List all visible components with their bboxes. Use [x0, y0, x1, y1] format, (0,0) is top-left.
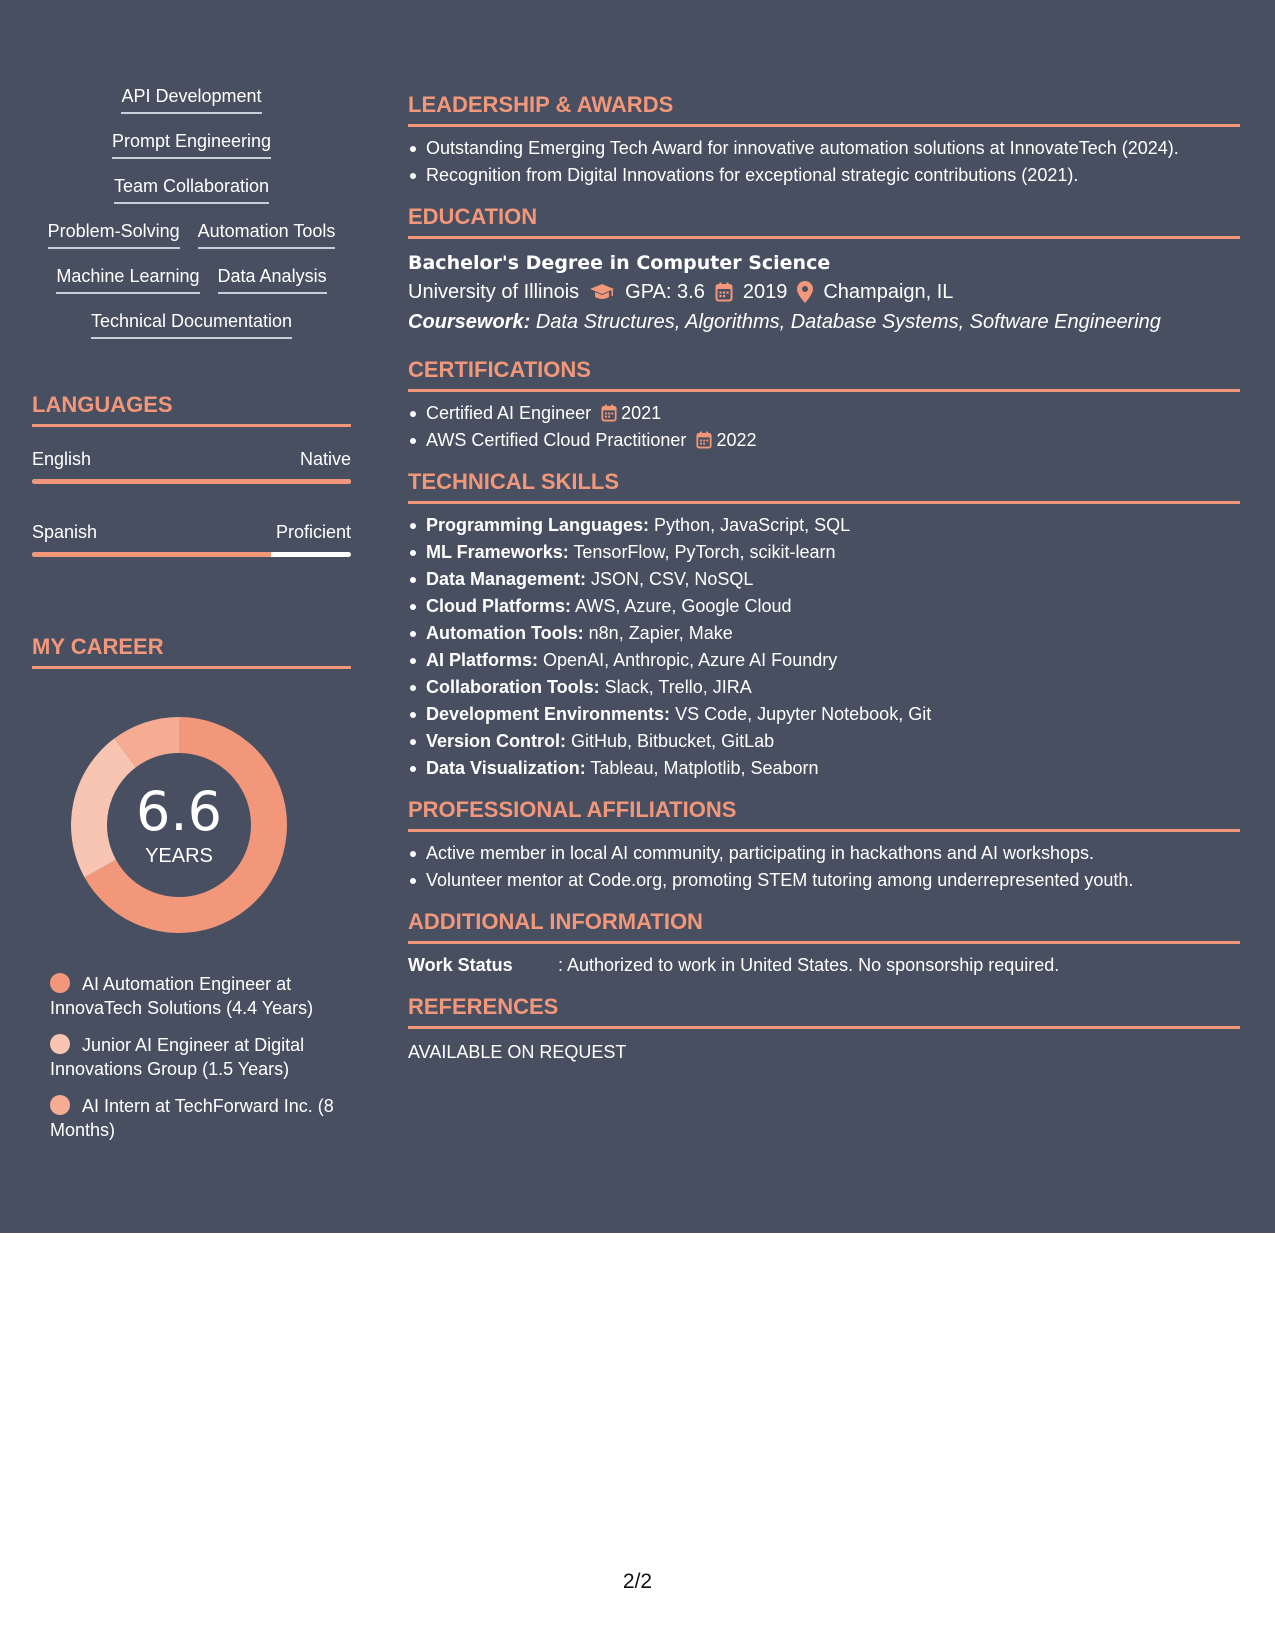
career-item: [50, 972, 340, 1020]
language-bar-fill: [32, 479, 351, 484]
languages-title: LANGUAGES: [32, 392, 351, 427]
leadership-section: [408, 92, 1240, 189]
career-item: [50, 1094, 340, 1142]
skill-label: AI Platforms:: [426, 650, 539, 670]
list-item: [408, 512, 1240, 539]
location-pin-icon: [797, 281, 813, 303]
leadership-title: LEADERSHIP & AWARDS: [408, 92, 1240, 127]
cert-name: Certified AI Engineer: [426, 403, 592, 423]
skill-label: Programming Languages:: [426, 515, 650, 535]
list-item: [408, 755, 1240, 782]
calendar-icon: [696, 431, 712, 449]
references-section: [408, 994, 1240, 1065]
technical-skills-title: TECHNICAL SKILLS: [408, 469, 1240, 504]
language-bar: [32, 479, 351, 484]
certifications-section: [408, 357, 1240, 454]
skill-tag: Prompt Engineering: [112, 129, 271, 159]
education-gpa: GPA: 3.6: [625, 281, 705, 303]
skill-row: [32, 84, 351, 129]
certifications-list: [408, 400, 1240, 454]
cert-year: 2022: [716, 430, 757, 450]
skill-value: VS Code, Jupyter Notebook, Git: [675, 704, 932, 724]
legend-dot-icon: [50, 973, 70, 993]
additional-info-section: [408, 909, 1240, 978]
skill-value: AWS, Azure, Google Cloud: [575, 596, 792, 616]
career-title: MY CAREER: [32, 634, 351, 669]
career-total-years: 6.6: [136, 780, 222, 843]
skill-label: Development Environments:: [426, 704, 671, 724]
career-section: [32, 634, 351, 1140]
skills-tags: [32, 84, 351, 354]
list-item: Volunteer mentor at Code.org, promoting STEM tutoring among underrepresented youth.: [408, 867, 1240, 894]
skill-label: ML Frameworks:: [426, 542, 569, 562]
sidebar: [32, 0, 351, 1233]
list-item: [408, 620, 1240, 647]
references-text: AVAILABLE ON REQUEST: [408, 1042, 627, 1062]
affiliations-list: [408, 840, 1240, 894]
calendar-icon: [715, 282, 733, 302]
language-level: Proficient: [275, 522, 351, 542]
education-year: 2019: [742, 281, 788, 303]
language-name: English: [32, 449, 92, 469]
skill-tag: Team Collaboration: [114, 174, 269, 204]
skill-label: Data Visualization:: [426, 758, 586, 778]
skill-value: OpenAI, Anthropic, Azure AI Foundry: [543, 650, 838, 670]
skill-value: TensorFlow, PyTorch, scikit-learn: [573, 542, 836, 562]
technical-skills-list: [408, 512, 1240, 782]
list-item: [408, 647, 1240, 674]
career-item: [50, 1033, 340, 1081]
skill-label: Cloud Platforms:: [426, 596, 572, 616]
skill-row: [32, 264, 351, 309]
list-item: [408, 674, 1240, 701]
skill-tag: Machine Learning: [56, 264, 199, 294]
skill-row: [32, 174, 351, 219]
calendar-icon: [601, 404, 617, 422]
career-legend: [50, 972, 340, 1155]
education-location: Champaign, IL: [823, 281, 954, 303]
career-item-text: AI Automation Engineer at InnovaTech Solutions (4.4 Years): [50, 974, 314, 1018]
skill-value: GitHub, Bitbucket, GitLab: [571, 731, 775, 751]
skill-tag: Automation Tools: [198, 219, 336, 249]
language-level: Native: [299, 449, 351, 469]
certifications-title: CERTIFICATIONS: [408, 357, 1240, 392]
skill-label: Data Management:: [426, 569, 587, 589]
graduation-cap-icon: [589, 282, 615, 302]
legend-dot-icon: [50, 1095, 70, 1115]
cert-name: AWS Certified Cloud Practitioner: [426, 430, 687, 450]
skill-value: Tableau, Matplotlib, Seaborn: [590, 758, 819, 778]
skill-tag: Data Analysis: [218, 264, 327, 294]
main-content: [408, 0, 1240, 1065]
work-status-value: : Authorized to work in United States. No sponsorship required.: [558, 955, 1060, 975]
list-item: Active member in local AI community, participating in hackathons and AI workshops.: [408, 840, 1240, 867]
skill-label: Version Control:: [426, 731, 567, 751]
skill-value: Slack, Trello, JIRA: [604, 677, 752, 697]
work-status-row: [408, 952, 1240, 978]
education-title: EDUCATION: [408, 204, 1240, 239]
education-school: University of Illinois: [408, 281, 580, 303]
list-item: [408, 728, 1240, 755]
career-donut-chart: [66, 712, 292, 938]
skill-row: [32, 219, 351, 264]
education-section: [408, 204, 1240, 337]
skill-tag: API Development: [121, 84, 261, 114]
list-item: [408, 400, 1240, 427]
list-item: [408, 593, 1240, 620]
language-bar: [32, 552, 351, 557]
page-number: 2/2: [622, 1570, 653, 1593]
language-bar-fill: [32, 552, 271, 557]
list-item: Recognition from Digital Innovations for exceptional strategic contributions (2021).: [408, 162, 1240, 189]
education-meta: [408, 277, 1240, 307]
list-item: Outstanding Emerging Tech Award for innovative automation solutions at InnovateTech (2024).: [408, 135, 1240, 162]
skill-label: Automation Tools:: [426, 623, 584, 643]
leadership-list: [408, 135, 1240, 189]
career-years-unit: YEARS: [145, 845, 213, 867]
skill-tag: Problem-Solving: [48, 219, 180, 249]
list-item: [408, 701, 1240, 728]
education-coursework: [408, 307, 1240, 337]
skill-value: Python, JavaScript, SQL: [654, 515, 851, 535]
references-title: REFERENCES: [408, 994, 1240, 1029]
skill-row: [32, 129, 351, 174]
skill-value: JSON, CSV, NoSQL: [591, 569, 754, 589]
education-degree: Bachelor's Degree in Computer Science: [408, 252, 831, 274]
cert-year: 2021: [621, 403, 662, 423]
skill-row: [32, 309, 351, 354]
coursework-label: Coursework:: [408, 311, 531, 333]
technical-skills-section: [408, 469, 1240, 782]
skill-label: Collaboration Tools:: [426, 677, 600, 697]
list-item: [408, 427, 1240, 454]
skill-tag: Technical Documentation: [91, 309, 292, 339]
work-status-label: Work Status: [408, 955, 513, 975]
language-item: [32, 447, 351, 484]
affiliations-title: PROFESSIONAL AFFILIATIONS: [408, 797, 1240, 832]
career-item-text: AI Intern at TechForward Inc. (8 Months): [50, 1096, 334, 1140]
languages-section: [32, 392, 351, 557]
list-item: [408, 566, 1240, 593]
coursework-text: Data Structures, Algorithms, Database Systems, Software Engineering: [535, 311, 1161, 333]
skill-value: n8n, Zapier, Make: [588, 623, 733, 643]
language-item: [32, 520, 351, 557]
language-name: Spanish: [32, 522, 98, 542]
list-item: [408, 539, 1240, 566]
affiliations-section: [408, 797, 1240, 894]
career-item-text: Junior AI Engineer at Digital Innovations Group (1.5 Years): [50, 1035, 305, 1079]
legend-dot-icon: [50, 1034, 70, 1054]
additional-info-title: ADDITIONAL INFORMATION: [408, 909, 1240, 944]
